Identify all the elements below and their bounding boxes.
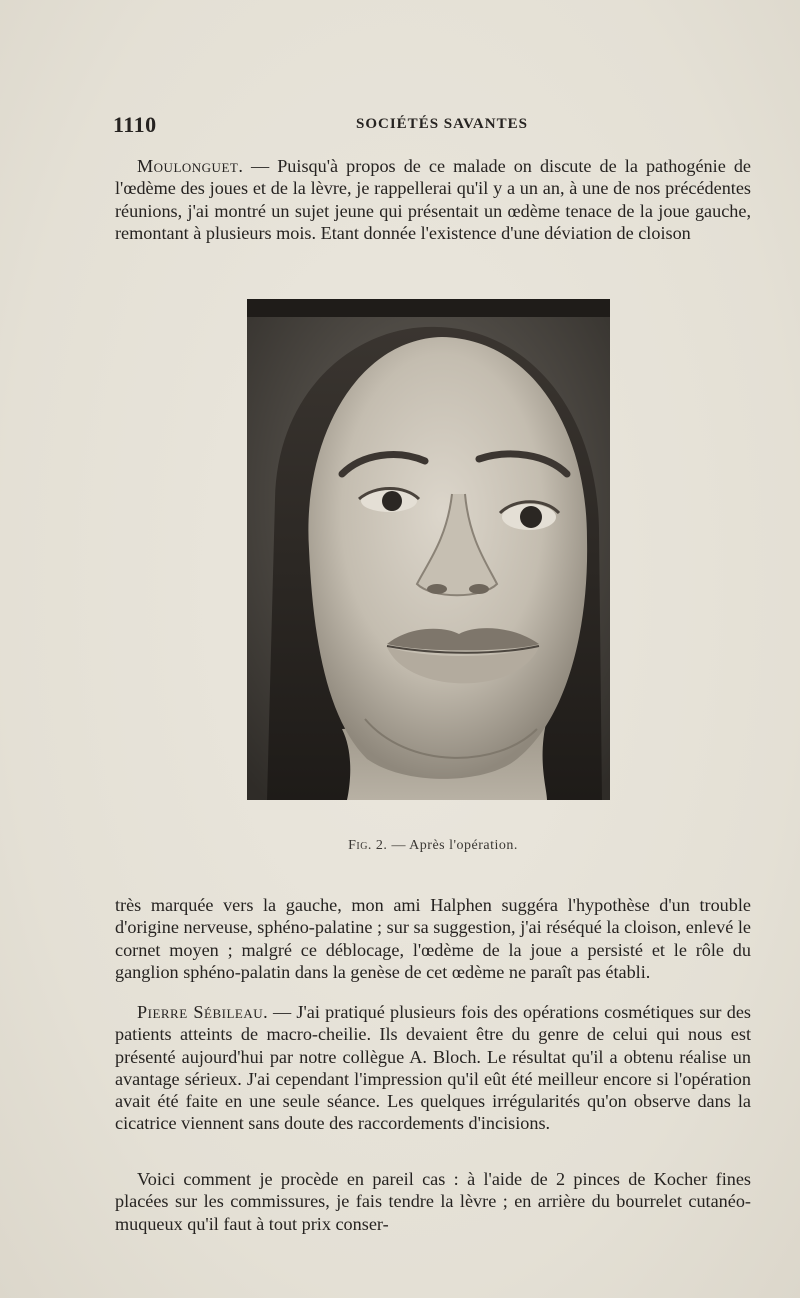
running-title: SOCIÉTÉS SAVANTES <box>356 116 528 132</box>
page-number: 1110 <box>113 112 157 137</box>
page-header <box>113 112 753 142</box>
paragraph-sebileau <box>115 1001 751 1135</box>
patient-photograph <box>247 299 610 800</box>
paragraph-moulonguet <box>115 155 751 244</box>
speaker-name: Moulonguet <box>137 156 239 176</box>
paragraph-continuation: très marquée vers la gauche, mon ami Halphen suggéra l'hypothèse d'un trouble d'origine nerveuse, sphéno-palatine ; sur sa suggestion, j'ai réséqué la cloison, enlevé le cornet moyen ; malgré ce déblocage, l'œdème de la joue a persisté et le rôle du ganglion sphéno-palatin dans la genèse de cet œdème ne paraît pas établi. <box>115 895 751 982</box>
figure-caption-text: — Après l'opération. <box>387 838 518 853</box>
paragraph-text: . — J'ai pratiqué plusieurs fois des opérations cosmétiques sur des patients atteints de macro-cheilie. Ils devaient être du genre de celui qui nous est présenté aujourd'hui par notre collègue A. Bloch. Le résultat qu'il a obtenu réalise un avantage sérieux. J'ai cependant l'impression qu'il eût été meilleur encore si l'opération avait été faite en une seule séance. Les quelques irrégularités qu'on observe dans la cicatrice viennent sans doute des raccordements d'incisions. <box>115 1002 751 1134</box>
figure-caption <box>115 838 751 854</box>
speaker-name: Pierre Sébileau <box>137 1002 264 1022</box>
figure-label: Fig. 2. <box>348 838 388 853</box>
paragraph-procedure: Voici comment je procède en pareil cas : à l'aide de 2 pinces de Kocher fines placées sur les commissures, je fais tendre la lèvre ; en arrière du bourrelet cutanéo-muqueux qu'il faut à tout prix conser- <box>115 1169 751 1234</box>
patient-face-photo <box>247 299 610 800</box>
paragraph-text: . — Puisqu'à propos de ce malade on discute de la pathogénie de l'œdème des joues et de la lèvre, je rappellerai qu'il y a un an, à une de nos précédentes réunions, j'ai montré un sujet jeune qui présentait un œdème tenace de la joue gauche, remontant à plusieurs mois. Etant donnée l'existence d'une déviation de cloison <box>115 156 751 243</box>
